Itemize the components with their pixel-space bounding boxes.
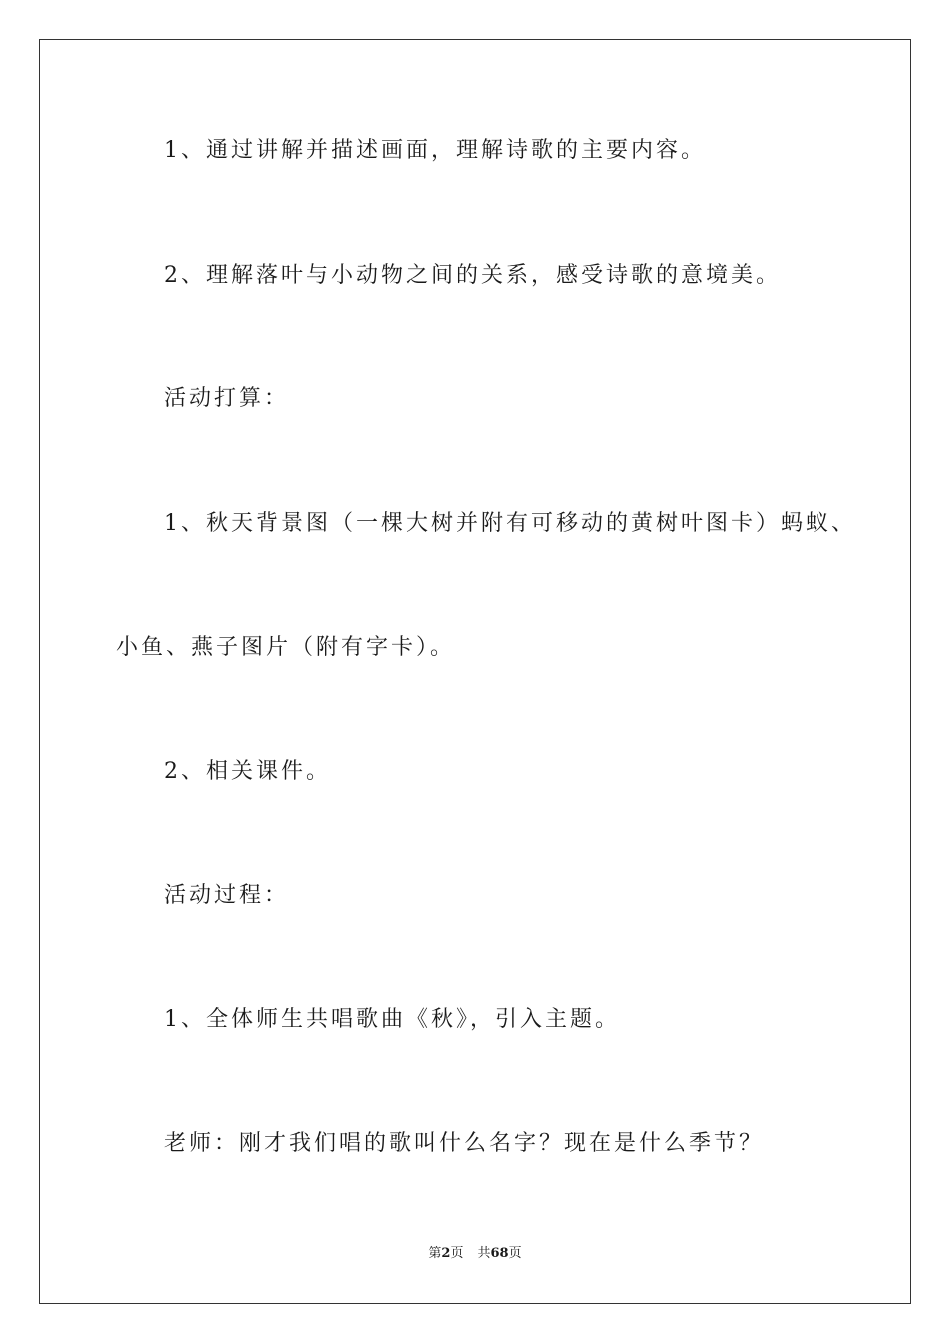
page-border (39, 39, 911, 1304)
footer-total-suffix: 页 (508, 1246, 522, 1261)
heading-activity-process: 活动过程： (164, 883, 290, 908)
paragraph-process-1: 1、全体师生共唱歌曲《秋》，引入主题。 (164, 1007, 620, 1032)
footer-total-pages: 68 (490, 1246, 509, 1261)
footer-page-prefix: 第 (428, 1246, 442, 1261)
footer-page-number: 2 (441, 1246, 451, 1261)
paragraph-objective-2: 2、理解落叶与小动物之间的关系，感受诗歌的意境美。 (164, 263, 781, 288)
paragraph-preparation-2: 2、相关课件。 (164, 759, 331, 784)
heading-activity-preparation: 活动打算： (164, 386, 290, 411)
footer-total-prefix: 共 (477, 1246, 491, 1261)
page-footer (0, 1245, 950, 1263)
paragraph-objective-1: 1、通过讲解并描述画面，理解诗歌的主要内容。 (164, 138, 706, 163)
paragraph-preparation-1: 1、秋天背景图（一棵大树并附有可移动的黄树叶图卡）蚂蚁、 (164, 511, 856, 536)
footer-page-suffix: 页 (450, 1246, 464, 1261)
paragraph-preparation-1-continued: 小鱼、燕子图片（附有字卡）。 (116, 635, 456, 660)
paragraph-teacher-dialogue: 老师：刚才我们唱的歌叫什么名字？现在是什么季节？ (164, 1131, 765, 1156)
